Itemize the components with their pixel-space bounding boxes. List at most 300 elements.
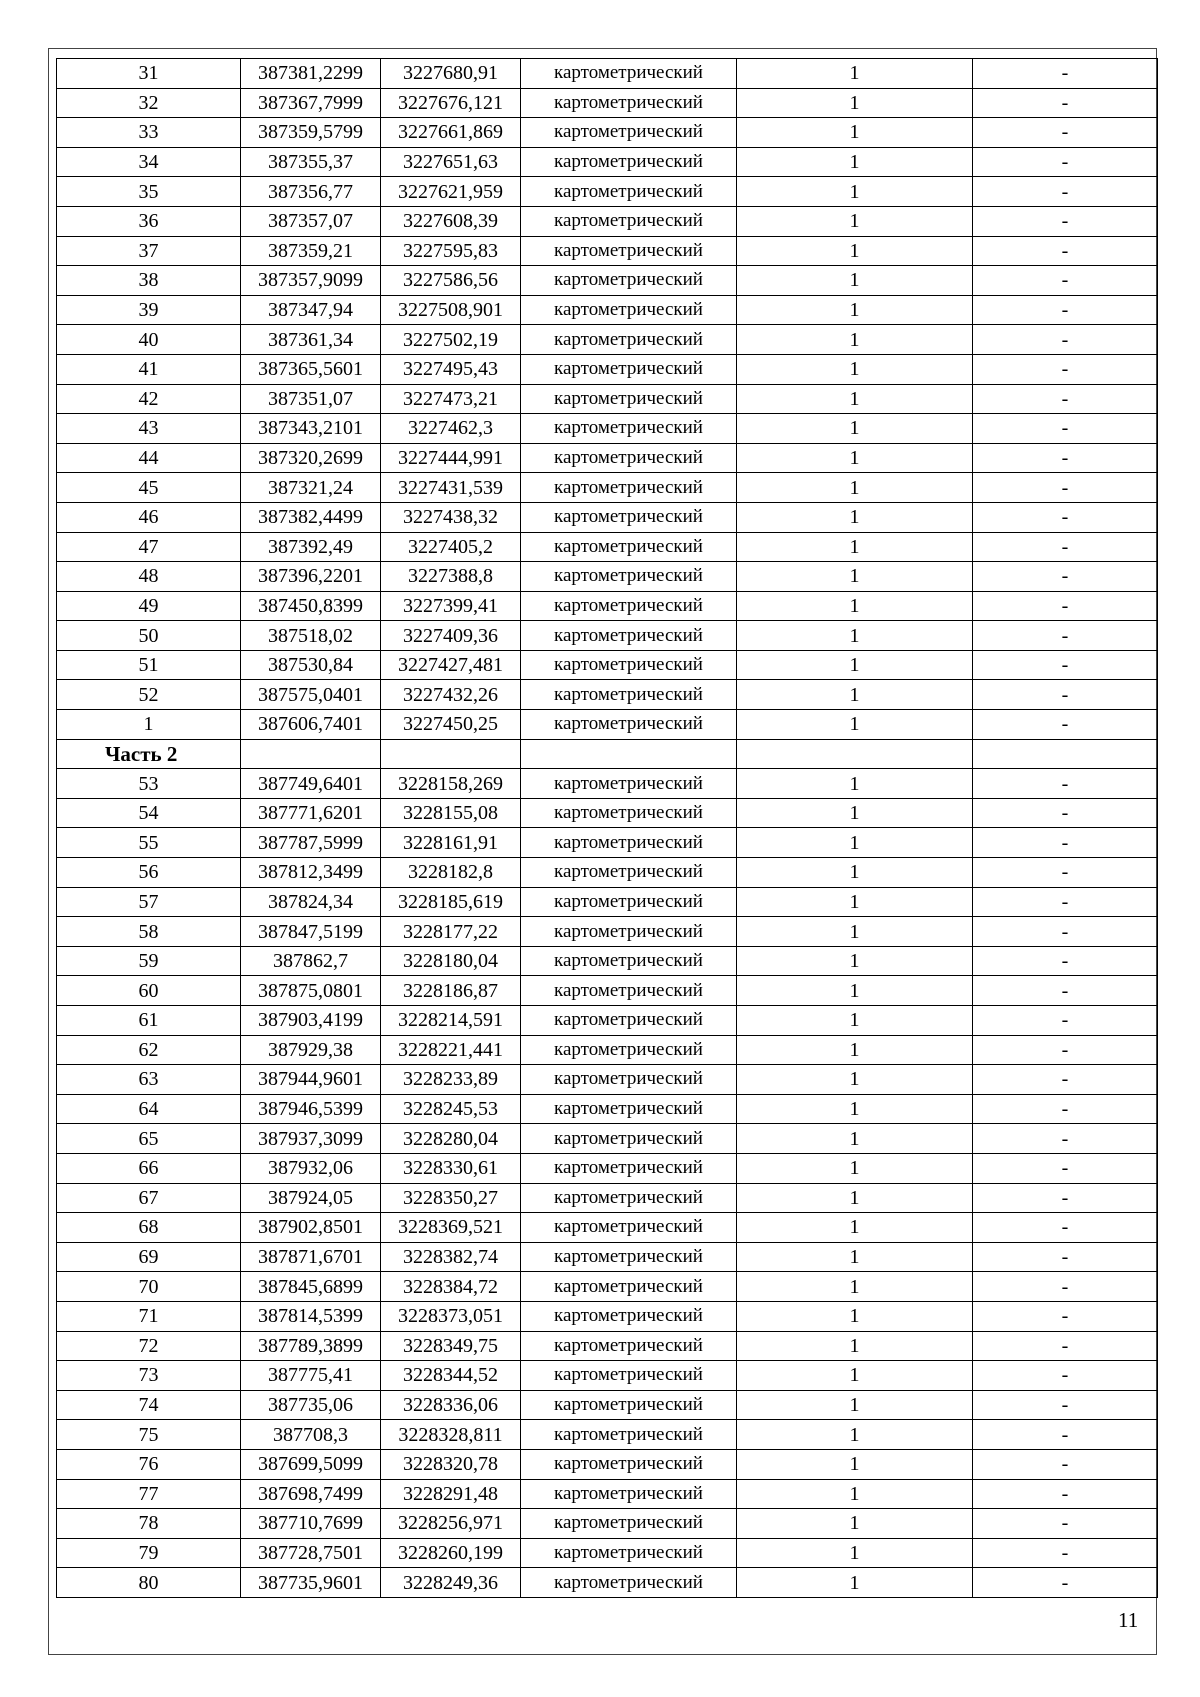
table-row xyxy=(57,798,1158,828)
x-coordinate-cell: 387365,5601 xyxy=(241,354,381,384)
x-coordinate-cell: 387359,5799 xyxy=(241,118,381,148)
x-coordinate-cell: 387932,06 xyxy=(241,1153,381,1183)
accuracy-cell: 1 xyxy=(737,1301,973,1331)
x-coordinate-cell: 387789,3899 xyxy=(241,1331,381,1361)
x-coordinate-cell: 387847,5199 xyxy=(241,917,381,947)
accuracy-cell: 1 xyxy=(737,118,973,148)
table-row xyxy=(57,1301,1158,1331)
coordinates-table-container xyxy=(56,58,1157,1598)
method-cell: картометрический xyxy=(521,828,737,858)
empty-cell xyxy=(521,739,737,769)
accuracy-cell: 1 xyxy=(737,147,973,177)
accuracy-cell: 1 xyxy=(737,650,973,680)
table-row xyxy=(57,917,1158,947)
y-coordinate-cell: 3227661,869 xyxy=(381,118,521,148)
y-coordinate-cell: 3227438,32 xyxy=(381,502,521,532)
note-cell: - xyxy=(973,591,1158,621)
y-coordinate-cell: 3228280,04 xyxy=(381,1124,521,1154)
table-row xyxy=(57,1420,1158,1450)
point-number-cell: 69 xyxy=(57,1242,241,1272)
point-number-cell: 39 xyxy=(57,295,241,325)
accuracy-cell: 1 xyxy=(737,1213,973,1243)
x-coordinate-cell: 387749,6401 xyxy=(241,769,381,799)
point-number-cell: 42 xyxy=(57,384,241,414)
accuracy-cell: 1 xyxy=(737,1538,973,1568)
y-coordinate-cell: 3228349,75 xyxy=(381,1331,521,1361)
table-row xyxy=(57,414,1158,444)
x-coordinate-cell: 387708,3 xyxy=(241,1420,381,1450)
note-cell: - xyxy=(973,206,1158,236)
x-coordinate-cell: 387357,07 xyxy=(241,206,381,236)
x-coordinate-cell: 387862,7 xyxy=(241,946,381,976)
point-number-cell: 68 xyxy=(57,1213,241,1243)
accuracy-cell: 1 xyxy=(737,1094,973,1124)
note-cell: - xyxy=(973,1124,1158,1154)
point-number-cell: 76 xyxy=(57,1449,241,1479)
method-cell: картометрический xyxy=(521,917,737,947)
coordinates-table xyxy=(56,58,1158,1598)
accuracy-cell: 1 xyxy=(737,976,973,1006)
y-coordinate-cell: 3227595,83 xyxy=(381,236,521,266)
note-cell: - xyxy=(973,976,1158,1006)
point-number-cell: 75 xyxy=(57,1420,241,1450)
accuracy-cell: 1 xyxy=(737,502,973,532)
point-number-cell: 31 xyxy=(57,59,241,89)
method-cell: картометрический xyxy=(521,946,737,976)
x-coordinate-cell: 387735,9601 xyxy=(241,1568,381,1598)
method-cell: картометрический xyxy=(521,206,737,236)
note-cell: - xyxy=(973,562,1158,592)
x-coordinate-cell: 387357,9099 xyxy=(241,266,381,296)
y-coordinate-cell: 3228185,619 xyxy=(381,887,521,917)
method-cell: картометрический xyxy=(521,177,737,207)
x-coordinate-cell: 387787,5999 xyxy=(241,828,381,858)
x-coordinate-cell: 387929,38 xyxy=(241,1035,381,1065)
table-row xyxy=(57,650,1158,680)
empty-cell xyxy=(241,739,381,769)
accuracy-cell: 1 xyxy=(737,1183,973,1213)
method-cell: картометрический xyxy=(521,118,737,148)
note-cell: - xyxy=(973,443,1158,473)
method-cell: картометрический xyxy=(521,1538,737,1568)
point-number-cell: 35 xyxy=(57,177,241,207)
point-number-cell: 38 xyxy=(57,266,241,296)
method-cell: картометрический xyxy=(521,1124,737,1154)
method-cell: картометрический xyxy=(521,443,737,473)
x-coordinate-cell: 387902,8501 xyxy=(241,1213,381,1243)
table-row xyxy=(57,236,1158,266)
note-cell: - xyxy=(973,1361,1158,1391)
accuracy-cell: 1 xyxy=(737,769,973,799)
table-row xyxy=(57,769,1158,799)
method-cell: картометрический xyxy=(521,1420,737,1450)
y-coordinate-cell: 3227621,959 xyxy=(381,177,521,207)
accuracy-cell: 1 xyxy=(737,621,973,651)
method-cell: картометрический xyxy=(521,532,737,562)
y-coordinate-cell: 3227676,121 xyxy=(381,88,521,118)
accuracy-cell: 1 xyxy=(737,325,973,355)
accuracy-cell: 1 xyxy=(737,887,973,917)
accuracy-cell: 1 xyxy=(737,236,973,266)
point-number-cell: 60 xyxy=(57,976,241,1006)
accuracy-cell: 1 xyxy=(737,1006,973,1036)
table-row xyxy=(57,325,1158,355)
table-row xyxy=(57,1006,1158,1036)
y-coordinate-cell: 3227405,2 xyxy=(381,532,521,562)
note-cell: - xyxy=(973,917,1158,947)
table-row xyxy=(57,1183,1158,1213)
note-cell: - xyxy=(973,532,1158,562)
point-number-cell: 33 xyxy=(57,118,241,148)
note-cell: - xyxy=(973,1094,1158,1124)
x-coordinate-cell: 387903,4199 xyxy=(241,1006,381,1036)
table-row xyxy=(57,1242,1158,1272)
empty-cell xyxy=(381,739,521,769)
note-cell: - xyxy=(973,236,1158,266)
table-row xyxy=(57,1065,1158,1095)
accuracy-cell: 1 xyxy=(737,473,973,503)
note-cell: - xyxy=(973,1331,1158,1361)
x-coordinate-cell: 387530,84 xyxy=(241,650,381,680)
point-number-cell: 37 xyxy=(57,236,241,266)
note-cell: - xyxy=(973,858,1158,888)
note-cell: - xyxy=(973,266,1158,296)
table-row xyxy=(57,621,1158,651)
table-row xyxy=(57,59,1158,89)
x-coordinate-cell: 387347,94 xyxy=(241,295,381,325)
y-coordinate-cell: 3227444,991 xyxy=(381,443,521,473)
note-cell: - xyxy=(973,1213,1158,1243)
y-coordinate-cell: 3227502,19 xyxy=(381,325,521,355)
x-coordinate-cell: 387320,2699 xyxy=(241,443,381,473)
method-cell: картометрический xyxy=(521,414,737,444)
accuracy-cell: 1 xyxy=(737,1272,973,1302)
x-coordinate-cell: 387944,9601 xyxy=(241,1065,381,1095)
accuracy-cell: 1 xyxy=(737,1420,973,1450)
y-coordinate-cell: 3228249,36 xyxy=(381,1568,521,1598)
point-number-cell: 53 xyxy=(57,769,241,799)
empty-cell xyxy=(737,739,973,769)
y-coordinate-cell: 3227586,56 xyxy=(381,266,521,296)
x-coordinate-cell: 387343,2101 xyxy=(241,414,381,444)
method-cell: картометрический xyxy=(521,1390,737,1420)
table-row xyxy=(57,887,1158,917)
table-row xyxy=(57,177,1158,207)
x-coordinate-cell: 387321,24 xyxy=(241,473,381,503)
point-number-cell: 70 xyxy=(57,1272,241,1302)
table-row xyxy=(57,1153,1158,1183)
y-coordinate-cell: 3228186,87 xyxy=(381,976,521,1006)
accuracy-cell: 1 xyxy=(737,1124,973,1154)
method-cell: картометрический xyxy=(521,354,737,384)
point-number-cell: 58 xyxy=(57,917,241,947)
point-number-cell: 63 xyxy=(57,1065,241,1095)
point-number-cell: 67 xyxy=(57,1183,241,1213)
table-row xyxy=(57,1094,1158,1124)
table-row xyxy=(57,118,1158,148)
table-row xyxy=(57,1509,1158,1539)
y-coordinate-cell: 3228177,22 xyxy=(381,917,521,947)
method-cell: картометрический xyxy=(521,798,737,828)
point-number-cell: 46 xyxy=(57,502,241,532)
method-cell: картометрический xyxy=(521,621,737,651)
table-row xyxy=(57,1449,1158,1479)
y-coordinate-cell: 3227473,21 xyxy=(381,384,521,414)
y-coordinate-cell: 3227462,3 xyxy=(381,414,521,444)
point-number-cell: 50 xyxy=(57,621,241,651)
accuracy-cell: 1 xyxy=(737,384,973,414)
method-cell: картометрический xyxy=(521,1479,737,1509)
x-coordinate-cell: 387871,6701 xyxy=(241,1242,381,1272)
x-coordinate-cell: 387710,7699 xyxy=(241,1509,381,1539)
table-row xyxy=(57,206,1158,236)
note-cell: - xyxy=(973,1479,1158,1509)
note-cell: - xyxy=(973,177,1158,207)
table-row xyxy=(57,1390,1158,1420)
table-row xyxy=(57,473,1158,503)
note-cell: - xyxy=(973,1272,1158,1302)
point-number-cell: 51 xyxy=(57,650,241,680)
y-coordinate-cell: 3228180,04 xyxy=(381,946,521,976)
point-number-cell: 74 xyxy=(57,1390,241,1420)
y-coordinate-cell: 3227651,63 xyxy=(381,147,521,177)
table-row xyxy=(57,354,1158,384)
y-coordinate-cell: 3228320,78 xyxy=(381,1449,521,1479)
accuracy-cell: 1 xyxy=(737,414,973,444)
method-cell: картометрический xyxy=(521,562,737,592)
note-cell: - xyxy=(973,828,1158,858)
x-coordinate-cell: 387814,5399 xyxy=(241,1301,381,1331)
method-cell: картометрический xyxy=(521,1449,737,1479)
table-row xyxy=(57,266,1158,296)
accuracy-cell: 1 xyxy=(737,917,973,947)
table-row xyxy=(57,858,1158,888)
y-coordinate-cell: 3227388,8 xyxy=(381,562,521,592)
y-coordinate-cell: 3228182,8 xyxy=(381,858,521,888)
table-row xyxy=(57,1538,1158,1568)
accuracy-cell: 1 xyxy=(737,680,973,710)
note-cell: - xyxy=(973,59,1158,89)
method-cell: картометрический xyxy=(521,236,737,266)
accuracy-cell: 1 xyxy=(737,206,973,236)
table-row xyxy=(57,295,1158,325)
y-coordinate-cell: 3228161,91 xyxy=(381,828,521,858)
note-cell: - xyxy=(973,325,1158,355)
point-number-cell: 59 xyxy=(57,946,241,976)
method-cell: картометрический xyxy=(521,1065,737,1095)
y-coordinate-cell: 3228384,72 xyxy=(381,1272,521,1302)
table-row xyxy=(57,680,1158,710)
accuracy-cell: 1 xyxy=(737,1153,973,1183)
method-cell: картометрический xyxy=(521,59,737,89)
note-cell: - xyxy=(973,384,1158,414)
x-coordinate-cell: 387355,37 xyxy=(241,147,381,177)
point-number-cell: 44 xyxy=(57,443,241,473)
method-cell: картометрический xyxy=(521,858,737,888)
accuracy-cell: 1 xyxy=(737,1449,973,1479)
table-row xyxy=(57,828,1158,858)
y-coordinate-cell: 3228291,48 xyxy=(381,1479,521,1509)
point-number-cell: 52 xyxy=(57,680,241,710)
table-row xyxy=(57,1035,1158,1065)
table-row xyxy=(57,1213,1158,1243)
method-cell: картометрический xyxy=(521,650,737,680)
x-coordinate-cell: 387606,7401 xyxy=(241,710,381,740)
note-cell: - xyxy=(973,946,1158,976)
point-number-cell: 66 xyxy=(57,1153,241,1183)
x-coordinate-cell: 387381,2299 xyxy=(241,59,381,89)
note-cell: - xyxy=(973,1420,1158,1450)
table-row xyxy=(57,946,1158,976)
point-number-cell: 61 xyxy=(57,1006,241,1036)
method-cell: картометрический xyxy=(521,1153,737,1183)
accuracy-cell: 1 xyxy=(737,1242,973,1272)
x-coordinate-cell: 387924,05 xyxy=(241,1183,381,1213)
note-cell: - xyxy=(973,887,1158,917)
method-cell: картометрический xyxy=(521,1301,737,1331)
point-number-cell: 45 xyxy=(57,473,241,503)
y-coordinate-cell: 3228221,441 xyxy=(381,1035,521,1065)
method-cell: картометрический xyxy=(521,266,737,296)
y-coordinate-cell: 3228344,52 xyxy=(381,1361,521,1391)
x-coordinate-cell: 387367,7999 xyxy=(241,88,381,118)
point-number-cell: 65 xyxy=(57,1124,241,1154)
table-row xyxy=(57,443,1158,473)
point-number-cell: 71 xyxy=(57,1301,241,1331)
method-cell: картометрический xyxy=(521,1006,737,1036)
note-cell: - xyxy=(973,650,1158,680)
y-coordinate-cell: 3228158,269 xyxy=(381,769,521,799)
point-number-cell: 77 xyxy=(57,1479,241,1509)
y-coordinate-cell: 3227431,539 xyxy=(381,473,521,503)
point-number-cell: 36 xyxy=(57,206,241,236)
note-cell: - xyxy=(973,147,1158,177)
note-cell: - xyxy=(973,1538,1158,1568)
y-coordinate-cell: 3227409,36 xyxy=(381,621,521,651)
y-coordinate-cell: 3228369,521 xyxy=(381,1213,521,1243)
method-cell: картометрический xyxy=(521,887,737,917)
accuracy-cell: 1 xyxy=(737,858,973,888)
point-number-cell: 72 xyxy=(57,1331,241,1361)
note-cell: - xyxy=(973,414,1158,444)
x-coordinate-cell: 387359,21 xyxy=(241,236,381,266)
accuracy-cell: 1 xyxy=(737,443,973,473)
note-cell: - xyxy=(973,769,1158,799)
x-coordinate-cell: 387382,4499 xyxy=(241,502,381,532)
x-coordinate-cell: 387392,49 xyxy=(241,532,381,562)
y-coordinate-cell: 3227399,41 xyxy=(381,591,521,621)
method-cell: картометрический xyxy=(521,1242,737,1272)
method-cell: картометрический xyxy=(521,591,737,621)
accuracy-cell: 1 xyxy=(737,354,973,384)
accuracy-cell: 1 xyxy=(737,266,973,296)
x-coordinate-cell: 387518,02 xyxy=(241,621,381,651)
point-number-cell: 43 xyxy=(57,414,241,444)
method-cell: картометрический xyxy=(521,1183,737,1213)
table-row xyxy=(57,88,1158,118)
point-number-cell: 78 xyxy=(57,1509,241,1539)
method-cell: картометрический xyxy=(521,147,737,177)
accuracy-cell: 1 xyxy=(737,562,973,592)
method-cell: картометрический xyxy=(521,88,737,118)
point-number-cell: 1 xyxy=(57,710,241,740)
point-number-cell: 62 xyxy=(57,1035,241,1065)
x-coordinate-cell: 387824,34 xyxy=(241,887,381,917)
method-cell: картометрический xyxy=(521,502,737,532)
y-coordinate-cell: 3228373,051 xyxy=(381,1301,521,1331)
table-row xyxy=(57,532,1158,562)
method-cell: картометрический xyxy=(521,325,737,355)
y-coordinate-cell: 3228382,74 xyxy=(381,1242,521,1272)
point-number-cell: 73 xyxy=(57,1361,241,1391)
method-cell: картометрический xyxy=(521,769,737,799)
accuracy-cell: 1 xyxy=(737,591,973,621)
note-cell: - xyxy=(973,798,1158,828)
table-row xyxy=(57,147,1158,177)
x-coordinate-cell: 387698,7499 xyxy=(241,1479,381,1509)
x-coordinate-cell: 387450,8399 xyxy=(241,591,381,621)
x-coordinate-cell: 387396,2201 xyxy=(241,562,381,592)
accuracy-cell: 1 xyxy=(737,88,973,118)
y-coordinate-cell: 3227680,91 xyxy=(381,59,521,89)
y-coordinate-cell: 3227508,901 xyxy=(381,295,521,325)
y-coordinate-cell: 3227450,25 xyxy=(381,710,521,740)
point-number-cell: 40 xyxy=(57,325,241,355)
empty-cell xyxy=(973,739,1158,769)
part-label: Часть 2 xyxy=(57,739,241,769)
note-cell: - xyxy=(973,354,1158,384)
method-cell: картометрический xyxy=(521,710,737,740)
note-cell: - xyxy=(973,1449,1158,1479)
accuracy-cell: 1 xyxy=(737,946,973,976)
method-cell: картометрический xyxy=(521,1361,737,1391)
accuracy-cell: 1 xyxy=(737,1361,973,1391)
method-cell: картометрический xyxy=(521,976,737,1006)
x-coordinate-cell: 387875,0801 xyxy=(241,976,381,1006)
method-cell: картометрический xyxy=(521,1213,737,1243)
note-cell: - xyxy=(973,295,1158,325)
method-cell: картометрический xyxy=(521,473,737,503)
note-cell: - xyxy=(973,1390,1158,1420)
accuracy-cell: 1 xyxy=(737,798,973,828)
y-coordinate-cell: 3228336,06 xyxy=(381,1390,521,1420)
note-cell: - xyxy=(973,680,1158,710)
point-number-cell: 64 xyxy=(57,1094,241,1124)
note-cell: - xyxy=(973,1509,1158,1539)
accuracy-cell: 1 xyxy=(737,1568,973,1598)
point-number-cell: 80 xyxy=(57,1568,241,1598)
point-number-cell: 49 xyxy=(57,591,241,621)
note-cell: - xyxy=(973,1301,1158,1331)
accuracy-cell: 1 xyxy=(737,1065,973,1095)
method-cell: картометрический xyxy=(521,1272,737,1302)
method-cell: картометрический xyxy=(521,1509,737,1539)
point-number-cell: 47 xyxy=(57,532,241,562)
point-number-cell: 48 xyxy=(57,562,241,592)
note-cell: - xyxy=(973,88,1158,118)
accuracy-cell: 1 xyxy=(737,1390,973,1420)
page-number: 11 xyxy=(1118,1608,1139,1632)
accuracy-cell: 1 xyxy=(737,710,973,740)
note-cell: - xyxy=(973,1065,1158,1095)
x-coordinate-cell: 387361,34 xyxy=(241,325,381,355)
method-cell: картометрический xyxy=(521,1331,737,1361)
accuracy-cell: 1 xyxy=(737,295,973,325)
x-coordinate-cell: 387356,77 xyxy=(241,177,381,207)
x-coordinate-cell: 387575,0401 xyxy=(241,680,381,710)
y-coordinate-cell: 3228350,27 xyxy=(381,1183,521,1213)
table-row xyxy=(57,591,1158,621)
